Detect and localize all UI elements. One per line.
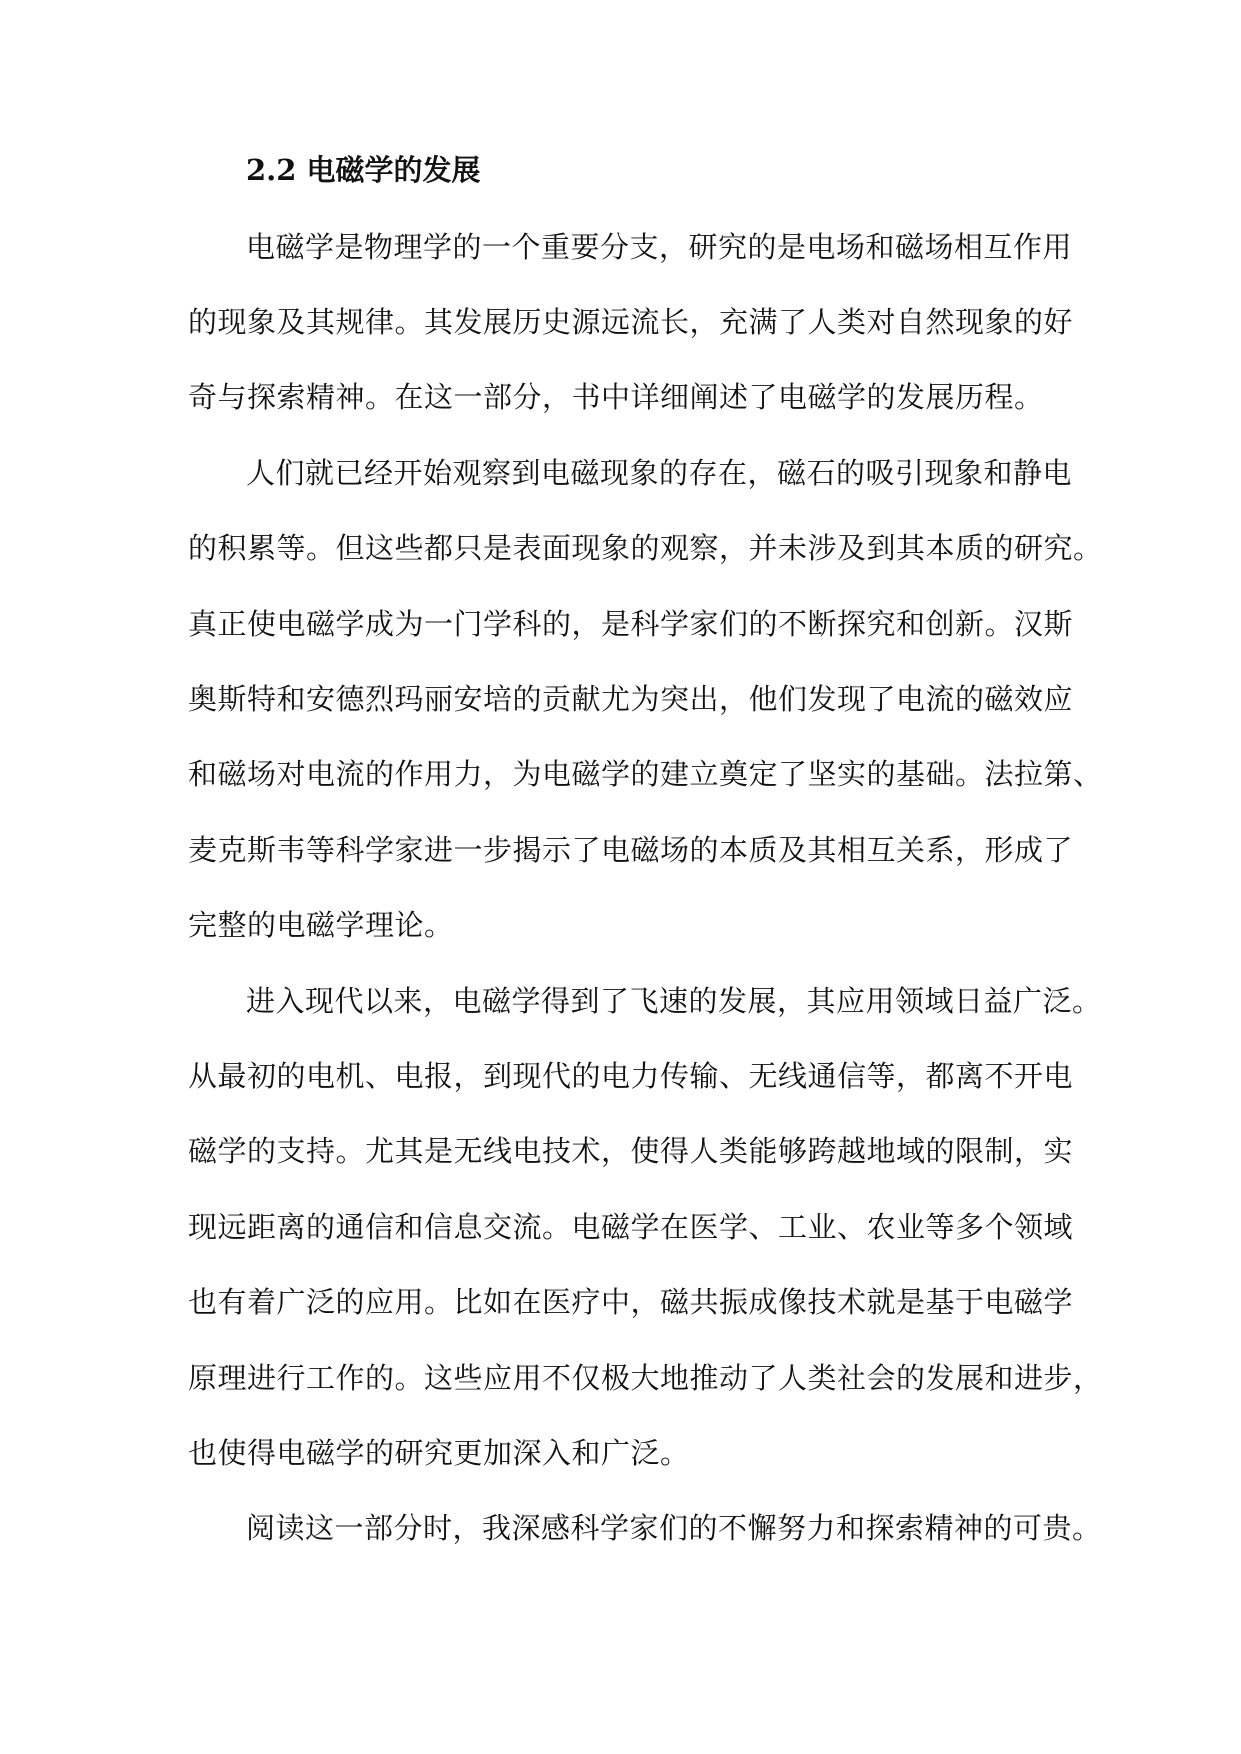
paragraph-line: 和磁场对电流的作用力，为电磁学的建立奠定了坚实的基础。法拉第、 [188,757,1103,791]
paragraph-line: 人们就已经开始观察到电磁现象的存在，磁石的吸引现象和静电 [246,456,1073,490]
paragraph-line: 从最初的电机、电报，到现代的电力传输、无线通信等，都离不开电 [188,1059,1074,1093]
paragraph-line: 也使得电磁学的研究更加深入和广泛。 [188,1436,690,1470]
paragraph-line: 奇与探索精神。在这一部分，书中详细阐述了电磁学的发展历程。 [188,380,1044,414]
paragraph-line: 麦克斯韦等科学家进一步揭示了电磁场的本质及其相互关系，形成了 [188,833,1074,867]
paragraph-line: 原理进行工作的。这些应用不仅极大地推动了人类社会的发展和进步， [188,1361,1103,1395]
paragraph-line: 进入现代以来，电磁学得到了飞速的发展，其应用领域日益广泛。 [246,984,1102,1018]
paragraph-line: 磁学的支持。尤其是无线电技术，使得人类能够跨越地域的限制，实 [188,1134,1074,1168]
paragraph-line: 的积累等。但这些都只是表面现象的观察，并未涉及到其本质的研究。 [188,531,1103,565]
paragraph-line: 也有着广泛的应用。比如在医疗中，磁共振成像技术就是基于电磁学 [188,1285,1074,1319]
paragraph-line: 真正使电磁学成为一门学科的，是科学家们的不断探究和创新。汉斯 [188,607,1074,641]
paragraph-line: 现远距离的通信和信息交流。电磁学在医学、工业、农业等多个领域 [188,1210,1074,1244]
paragraph-line: 阅读这一部分时，我深感科学家们的不懈努力和探索精神的可贵。 [246,1511,1102,1545]
paragraph-line: 奥斯特和安德烈玛丽安培的贡献尤为突出，他们发现了电流的磁效应 [188,682,1074,716]
paragraph-line: 的现象及其规律。其发展历史源远流长，充满了人类对自然现象的好 [188,305,1074,339]
section-heading: 2.2 电磁学的发展 [246,153,481,187]
paragraph-line: 完整的电磁学理论。 [188,908,454,942]
paragraph-line: 电磁学是物理学的一个重要分支，研究的是电场和磁场相互作用 [246,230,1073,264]
